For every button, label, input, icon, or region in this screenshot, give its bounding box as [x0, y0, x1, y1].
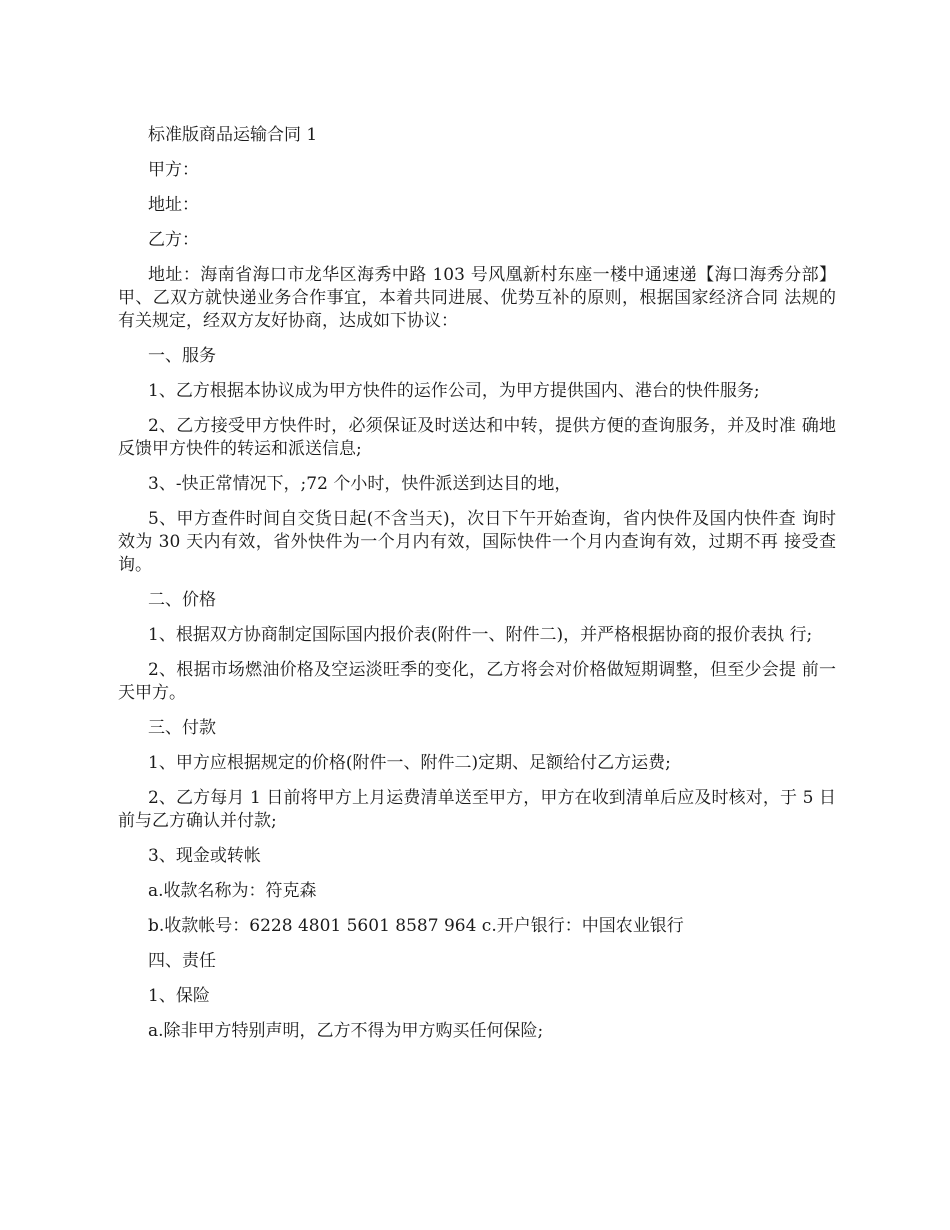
section-heading-liability: 四、责任	[148, 951, 216, 971]
party-b-address-paragraph: 地址：海南省海口市龙华区海秀中路 103 号风凰新村东座一楼中通速递【海口海秀分部】甲、乙双方就快递业务合作事宜，本着共同进展、优势互补的原则，根据国家经济合同 法规的有关规定，经双方友好协商，达成如下协议：	[118, 265, 836, 331]
section-heading-price: 二、价格	[148, 590, 216, 610]
payee-name: a.收款名称为：符克森	[148, 881, 317, 901]
clause-paragraph: 1、根据双方协商制定国际国内报价表(附件一、附件二)，并严格根据协商的报价表执 行;	[148, 625, 813, 645]
party-b-label: 乙方：	[148, 230, 199, 250]
clause-paragraph: a.除非甲方特别声明，乙方不得为甲方购买任何保险;	[148, 1021, 544, 1041]
party-a-address: 地址：	[148, 195, 199, 215]
clause-paragraph: 3、-快正常情况下，;72 个小时，快件派送到达目的地，	[148, 474, 572, 494]
document-title: 标准版商品运输合同 1	[148, 125, 318, 145]
party-a-label: 甲方：	[148, 160, 199, 180]
clause-paragraph: 5、甲方查件时间自交货日起(不含当天)，次日下午开始查询，省内快件及国内快件查 询时效为 30 天内有效，省外快件为一个月内有效，国际快件一个月内查询有效，过期不再 接受查询。	[118, 509, 836, 575]
section-heading-service: 一、服务	[148, 346, 216, 366]
document-body	[118, 124, 836, 1055]
clause-paragraph: 1、乙方根据本协议成为甲方快件的运作公司，为甲方提供国内、港台的快件服务;	[148, 381, 760, 401]
clause-paragraph: 2、乙方接受甲方快件时，必须保证及时送达和中转，提供方便的查询服务，并及时准 确地反馈甲方快件的转运和派送信息;	[118, 416, 836, 459]
account-and-bank: b.收款帐号：6228 4801 5601 8587 964 c.开户银行：中国农业银行	[148, 916, 684, 936]
section-heading-payment: 三、付款	[148, 718, 216, 738]
clause-paragraph: 3、现金或转帐	[148, 846, 261, 866]
clause-paragraph: 2、乙方每月 1 日前将甲方上月运费清单送至甲方，甲方在收到清单后应及时核对，于 5 日前与乙方确认并付款;	[118, 788, 836, 831]
clause-paragraph: 1、保险	[148, 986, 210, 1006]
clause-paragraph: 2、根据市场燃油价格及空运淡旺季的变化，乙方将会对价格做短期调整，但至少会提 前一天甲方。	[118, 660, 836, 703]
clause-paragraph: 1、甲方应根据规定的价格(附件一、附件二)定期、足额给付乙方运费;	[148, 753, 671, 773]
